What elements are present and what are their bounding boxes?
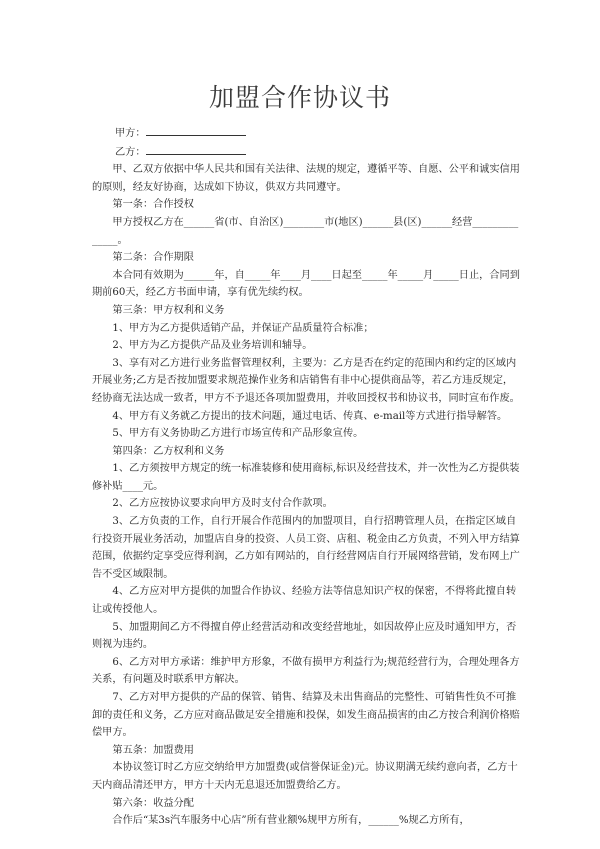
article-4-item: 5、加盟期间乙方不得擅自停止经营活动和改变经营地址，如因故停止应及时通知甲方，否则视为违约。 bbox=[92, 621, 517, 651]
article-6-heading: 第六条：收益分配 bbox=[112, 797, 194, 809]
article-6-text: 合作后“某3s汽车服务中心店”所有营业额%规甲方所有，______%规乙方所有， bbox=[112, 815, 470, 827]
article-3-heading: 第三条：甲方权利和义务 bbox=[112, 304, 225, 316]
party-a-label: 甲方： bbox=[115, 128, 146, 139]
article-3-item: 5、甲方有义务协助乙方进行市场宣传和产品形象宣传。 bbox=[112, 428, 364, 440]
article-2-heading: 第二条：合作期限 bbox=[112, 252, 194, 264]
agreement-body bbox=[92, 124, 522, 830]
article-4-item: 4、乙方应对甲方提供的加盟合作协议、经验方法等信息知识产权的保密，不得将此擅自转让或传授他人。 bbox=[92, 586, 517, 616]
article-3-item: 3、享有对乙方进行业务监督管理权利，主要为：乙方是否在约定的范围内和约定的区域内开展业务;乙方是否按加盟要求规范操作业务和店销售有非中心提供商品等，若乙方违反规定，经协商无法达成一致者，甲方不予退还各项加盟费用，并收回授权书和协议书，同时宣布作废。 bbox=[92, 357, 520, 404]
article-1-text: 甲方授权乙方在______省(市、自治区)________市(地区)______县(区)______经营______________。 bbox=[92, 216, 519, 246]
article-4-item: 7、乙方对甲方提供的产品的保管、销售、结算及未出售商品的完整性、可销售性负不可推卸的责任和义务，乙方应对商品做足安全措施和投保，如发生商品损害的由乙方按合利润价格赔偿甲方。 bbox=[92, 692, 520, 739]
party-b-label: 乙方： bbox=[115, 146, 146, 158]
article-4-item: 3、乙方负责的工作，自行开展合作范围内的加盟项目，自行招聘管理人员，在指定区域自行投资开展业务活动，加盟店自身的投资、人员工资、店租、税金由乙方负责，不列入甲方结算范围，依据约定享受应得利润，乙方如有网站的，自行经营网店自行开展网络营销，发布网上广告不受区域限制。 bbox=[92, 516, 520, 580]
article-4-item: 6、乙方对甲方承诺：维护甲方形象，不做有损甲方利益行为;规范经营行为，合理处理各方关系，有问题及时联系甲方解决。 bbox=[92, 656, 520, 686]
document-title: 加盟合作协议书 bbox=[208, 83, 391, 112]
article-4-heading: 第四条：乙方权利和义务 bbox=[112, 445, 225, 457]
article-1-heading: 第一条：合作授权 bbox=[112, 199, 194, 211]
article-4-item: 2、乙方应按协议要求向甲方及时支付合作款项。 bbox=[112, 498, 333, 510]
article-5-heading: 第五条：加盟费用 bbox=[112, 744, 194, 756]
intro-paragraph: 甲、乙双方依据中华人民共和国有关法律、法规的规定，遵循平等、自愿、公平和诚实信用的原则，经友好协商，达成如下协议，供双方共同遵守。 bbox=[92, 164, 520, 193]
article-4-item: 1、乙方须按甲方规定的统一标准装修和使用商标,标识及经营技术，并一次性为乙方提供装修补贴____元。 bbox=[92, 463, 520, 492]
article-3-item: 1、甲方为乙方提供适销产品，并保证产品质量符合标准； bbox=[112, 322, 374, 334]
article-5-text: 本协议签订时乙方应交纳给甲方加盟费(或信誉保证金)元。协议期满无续约意向者，乙方十天内商品清还甲方，甲方十天内无息退还加盟费给乙方。 bbox=[92, 762, 518, 791]
party-a-blank bbox=[146, 124, 246, 136]
party-a-line bbox=[92, 124, 522, 143]
party-b-blank bbox=[146, 143, 246, 155]
article-3-item: 4、甲方有义务就乙方提出的技术问题，通过电话、传真、e-mail等方式进行指导解答。 bbox=[112, 410, 508, 422]
article-2-text: 本合同有效期为______年，自_____年____月____日起至_____年_____月_____日止，合同到期前60天，经乙方书面申请，享有优先续约权。 bbox=[92, 269, 520, 299]
party-b-line bbox=[92, 143, 522, 162]
article-3-item: 2、甲方为乙方提供产品及业务培训和辅导。 bbox=[112, 340, 313, 352]
